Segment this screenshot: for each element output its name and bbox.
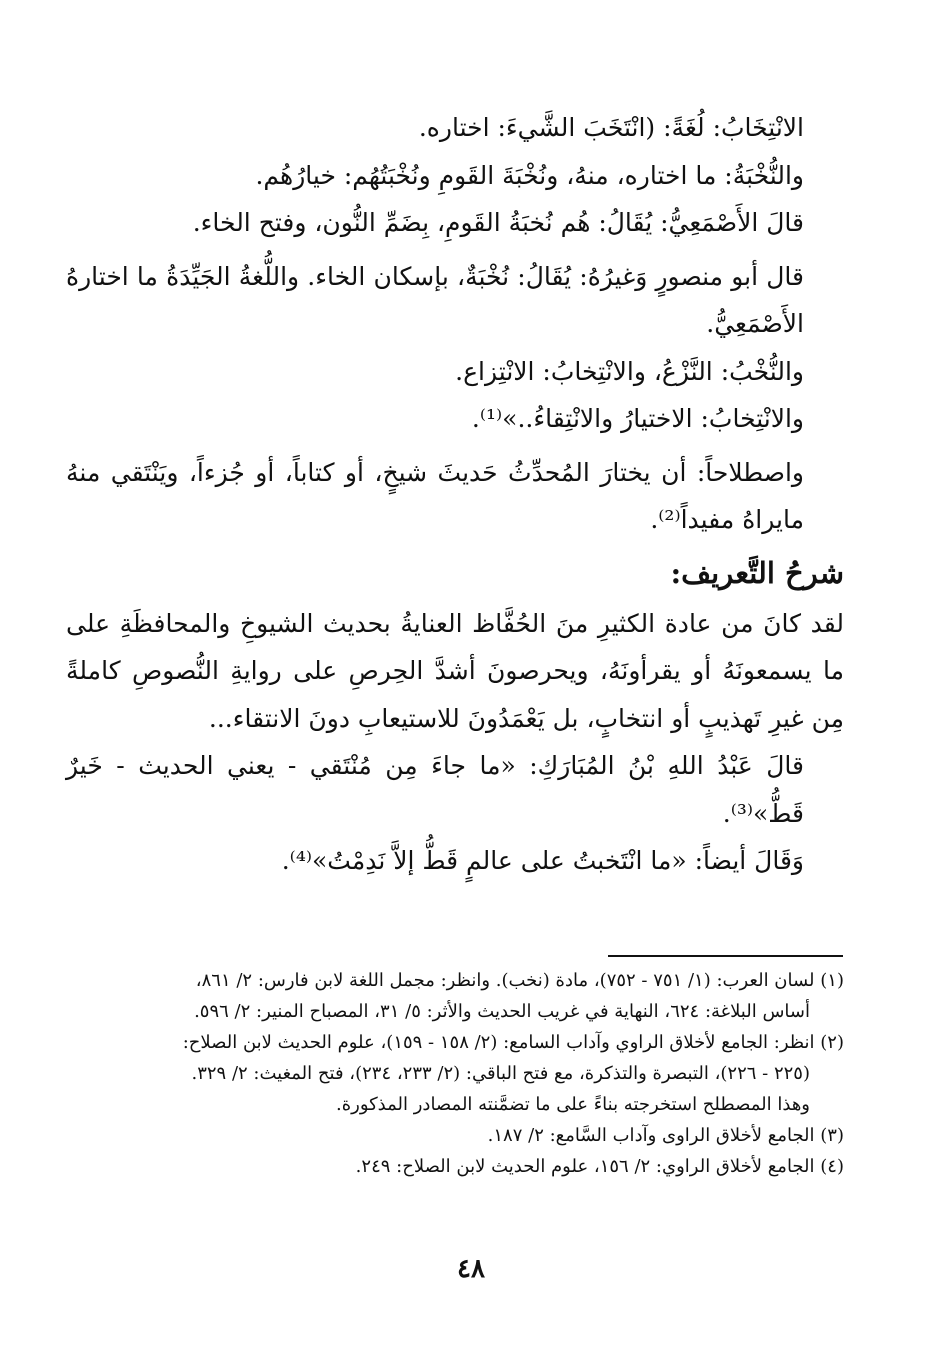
- page-number: ٤٨: [457, 1254, 485, 1284]
- footnote-4: (٤) الجامع لأخلاق الراوي: ٢/ ١٥٦، علوم الحديث لابن الصلاح: ٢٤٩.: [355, 1155, 844, 1177]
- explanation-paragraph: لقد كانَ من عادة الكثيرِ منَ الحُفَّاظ العنايةُ بحديث الشيوخِ والمحافظَةِ على ما يسمعونَهُ أو يقرأونَهُ، ويحرصونَ أشدَّ الحِرصِ على روايةِ النُّصوصِ كاملةً مِن غيرِ تَهذيبٍ أو انتخابٍ، بل يَعْمَدُونَ للاستيعابِ دونَ الانتقاء...: [66, 608, 844, 733]
- footnote-divider: [608, 955, 843, 957]
- definition-line-4: قال أبو منصورٍ وَغيرُهُ: يُقَالُ: نُخْبَةٌ، بإسكان الخاء. واللُّغةُ الجَيِّدَةُ ما اختارهُ الأَصْمَعِيُّ.: [66, 261, 804, 338]
- definition-line-2: والنُّخْبَةُ: ما اختاره، منهُ، ونُخْبَةَ القَومِ ونُخْبَتُهُم: خيارُهُم.: [255, 160, 804, 190]
- footnote-2: (٢) انظر: الجامع لأخلاق الراوي وآداب السامع: (٢/ ١٥٨ - ١٥٩)، علوم الحديث لابن الصلاح:: [182, 1031, 844, 1053]
- definition-line-5: والنُّخْبُ: النَّزْعُ، والانْتِخابُ: الانْتِزاع.: [455, 356, 804, 386]
- quote-ibn-mubarak: قالَ عَبْدُ اللهِ بْنُ المُبَارَكِ: «ما جاءَ مِن مُنْتَقي - يعني الحديث - خَيرٌ قَطُّ»⁽³⁾.: [66, 751, 804, 828]
- footnote-1-continued: أساس البلاغة: ٦٢٤، النهاية في غريب الحديث والأثر: ٥/ ٣١، المصباح المنير: ٢/ ٥٩٦.: [194, 1000, 810, 1022]
- footnote-2-note: وهذا المصطلح استخرجته بناءً على ما تضمَّنته المصادر المذكورة.: [335, 1093, 810, 1115]
- footnotes: [66, 966, 844, 1183]
- footnote-2-continued: (٢٢٥ - ٢٢٦)، التبصرة والتذكرة، مع فتح الباقي: (٢/ ٢٣٣، ٢٣٤)، فتح المغيث: ٢/ ٣٢٩.: [191, 1062, 810, 1084]
- quote-second: وَقَالَ أيضاً: «ما انْتَخبتُ على عالمٍ قَطُّ إلاَّ نَدِمْتُ»⁽⁴⁾.: [281, 846, 804, 876]
- footnote-1: (١) لسان العرب: (١/ ٧٥١ - ٧٥٢)، مادة (نخب). وانظر: مجمل اللغة لابن فارس: ٢/ ٨٦١،: [195, 970, 844, 991]
- terminology-definition: واصطلاحاً: أن يختارَ المُحدِّثُ حَديثَ شيخٍ، أو كتاباً، أو جُزءاً، ويَنْتَقي منهُ مايراهُ مفيداً⁽²⁾.: [66, 457, 804, 534]
- definition-line-3: قالَ الأَصْمَعِيُّ: يُقَالُ: هُم نُخبَةُ القَومِ، بِضَمِّ النُّون، وفتح الخاء.: [192, 208, 804, 237]
- definition-line-1: الانْتِخَابُ: لُغَةً: (انْتَخَبَ الشَّيءَ: اختاره.: [418, 113, 804, 142]
- footnote-3: (٣) الجامع لأخلاق الراوى وآداب السَّامع: ٢/ ١٨٧.: [487, 1124, 844, 1146]
- main-text: [66, 104, 844, 885]
- definition-line-6: والانْتِخابُ: الاختيارُ والانْتِقاءُ..»⁽¹⁾.: [471, 404, 804, 433]
- section-heading: شرحُ التَّعريف:: [670, 555, 844, 590]
